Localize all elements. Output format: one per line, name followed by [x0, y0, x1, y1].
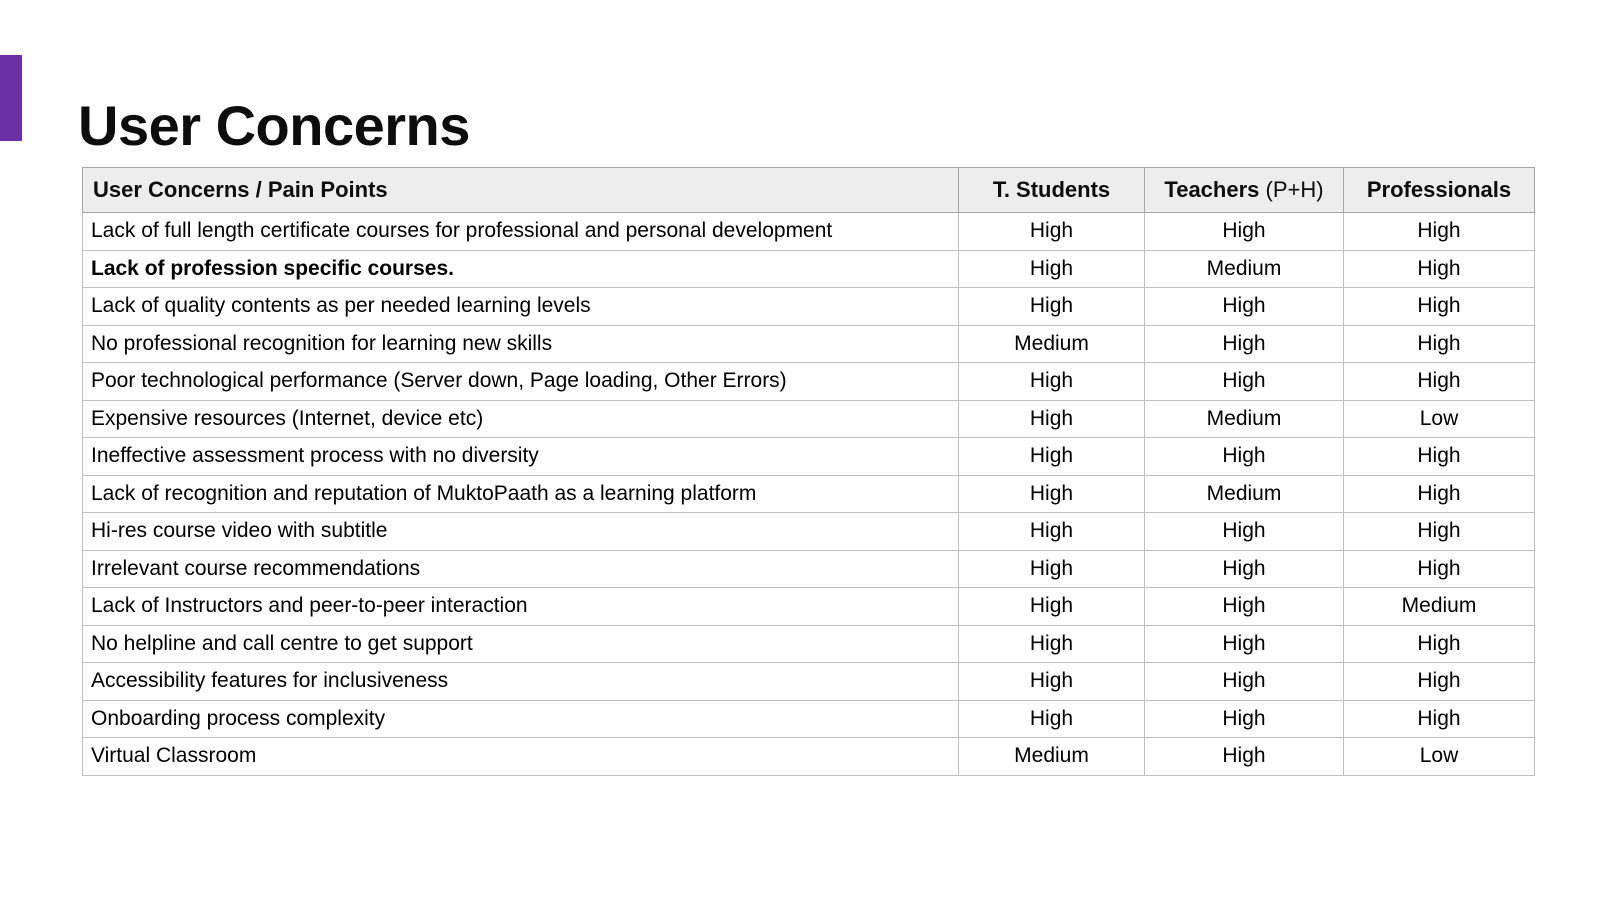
- teacher-rating: Medium: [1145, 250, 1344, 288]
- professional-rating: High: [1344, 663, 1535, 701]
- teacher-rating: High: [1145, 213, 1344, 251]
- teacher-rating: High: [1145, 513, 1344, 551]
- student-rating: High: [959, 663, 1145, 701]
- teacher-rating: Medium: [1145, 400, 1344, 438]
- student-rating: High: [959, 250, 1145, 288]
- student-rating: High: [959, 700, 1145, 738]
- row-label: Irrelevant course recommendations: [83, 550, 959, 588]
- row-label: Onboarding process complexity: [83, 700, 959, 738]
- teacher-rating: High: [1145, 288, 1344, 326]
- professional-rating: Low: [1344, 400, 1535, 438]
- row-label: Hi-res course video with subtitle: [83, 513, 959, 551]
- student-rating: High: [959, 400, 1145, 438]
- page-title: User Concerns: [78, 93, 470, 157]
- professional-rating: High: [1344, 325, 1535, 363]
- table-header-row: [83, 168, 1535, 213]
- table-row: [83, 663, 1535, 701]
- table-row: [83, 288, 1535, 326]
- title-accent-bar: [0, 55, 22, 141]
- professional-rating: High: [1344, 363, 1535, 401]
- column-header-students: T. Students: [959, 168, 1145, 213]
- row-label: Poor technological performance (Server down, Page loading, Other Errors): [83, 363, 959, 401]
- table-row: [83, 400, 1535, 438]
- teacher-rating: High: [1145, 550, 1344, 588]
- professional-rating: High: [1344, 550, 1535, 588]
- student-rating: High: [959, 363, 1145, 401]
- student-rating: High: [959, 288, 1145, 326]
- table-row: [83, 700, 1535, 738]
- student-rating: Medium: [959, 738, 1145, 776]
- student-rating: High: [959, 438, 1145, 476]
- table-row: [83, 325, 1535, 363]
- table-row: [83, 625, 1535, 663]
- student-rating: High: [959, 625, 1145, 663]
- teacher-rating: Medium: [1145, 475, 1344, 513]
- row-label: No professional recognition for learning new skills: [83, 325, 959, 363]
- table-row: [83, 250, 1535, 288]
- professional-rating: High: [1344, 475, 1535, 513]
- column-header-professionals: Professionals: [1344, 168, 1535, 213]
- professional-rating: High: [1344, 625, 1535, 663]
- teacher-rating: High: [1145, 700, 1344, 738]
- user-concerns-table-container: [82, 167, 1534, 776]
- teacher-rating: High: [1145, 363, 1344, 401]
- student-rating: High: [959, 213, 1145, 251]
- professional-rating: High: [1344, 700, 1535, 738]
- row-label: Lack of profession specific courses.: [83, 250, 959, 288]
- row-label: No helpline and call centre to get support: [83, 625, 959, 663]
- column-header-teachers: [1145, 168, 1344, 213]
- professional-rating: High: [1344, 250, 1535, 288]
- table-row: [83, 438, 1535, 476]
- student-rating: High: [959, 550, 1145, 588]
- student-rating: Medium: [959, 325, 1145, 363]
- teacher-rating: High: [1145, 738, 1344, 776]
- row-label: Expensive resources (Internet, device etc): [83, 400, 959, 438]
- student-rating: High: [959, 475, 1145, 513]
- table-header: [83, 168, 1535, 213]
- teacher-rating: High: [1145, 325, 1344, 363]
- professional-rating: High: [1344, 438, 1535, 476]
- professional-rating: Low: [1344, 738, 1535, 776]
- column-header-teachers-note: (P+H): [1265, 177, 1324, 202]
- column-header-pain-points: User Concerns / Pain Points: [83, 168, 959, 213]
- table-row: [83, 738, 1535, 776]
- student-rating: High: [959, 513, 1145, 551]
- row-label: Virtual Classroom: [83, 738, 959, 776]
- table-row: [83, 363, 1535, 401]
- row-label: Lack of Instructors and peer-to-peer interaction: [83, 588, 959, 626]
- row-label: Lack of full length certificate courses for professional and personal development: [83, 213, 959, 251]
- table-row: [83, 475, 1535, 513]
- row-label: Lack of quality contents as per needed learning levels: [83, 288, 959, 326]
- table-row: [83, 213, 1535, 251]
- teacher-rating: High: [1145, 625, 1344, 663]
- row-label: Ineffective assessment process with no diversity: [83, 438, 959, 476]
- table-body: [83, 213, 1535, 776]
- professional-rating: High: [1344, 513, 1535, 551]
- table-row: [83, 550, 1535, 588]
- row-label: Accessibility features for inclusiveness: [83, 663, 959, 701]
- column-header-teachers-main: Teachers: [1164, 177, 1260, 202]
- professional-rating: Medium: [1344, 588, 1535, 626]
- row-label: Lack of recognition and reputation of MuktoPaath as a learning platform: [83, 475, 959, 513]
- teacher-rating: High: [1145, 663, 1344, 701]
- table-row: [83, 513, 1535, 551]
- professional-rating: High: [1344, 213, 1535, 251]
- table-row: [83, 588, 1535, 626]
- teacher-rating: High: [1145, 588, 1344, 626]
- student-rating: High: [959, 588, 1145, 626]
- teacher-rating: High: [1145, 438, 1344, 476]
- user-concerns-table: [82, 167, 1535, 776]
- professional-rating: High: [1344, 288, 1535, 326]
